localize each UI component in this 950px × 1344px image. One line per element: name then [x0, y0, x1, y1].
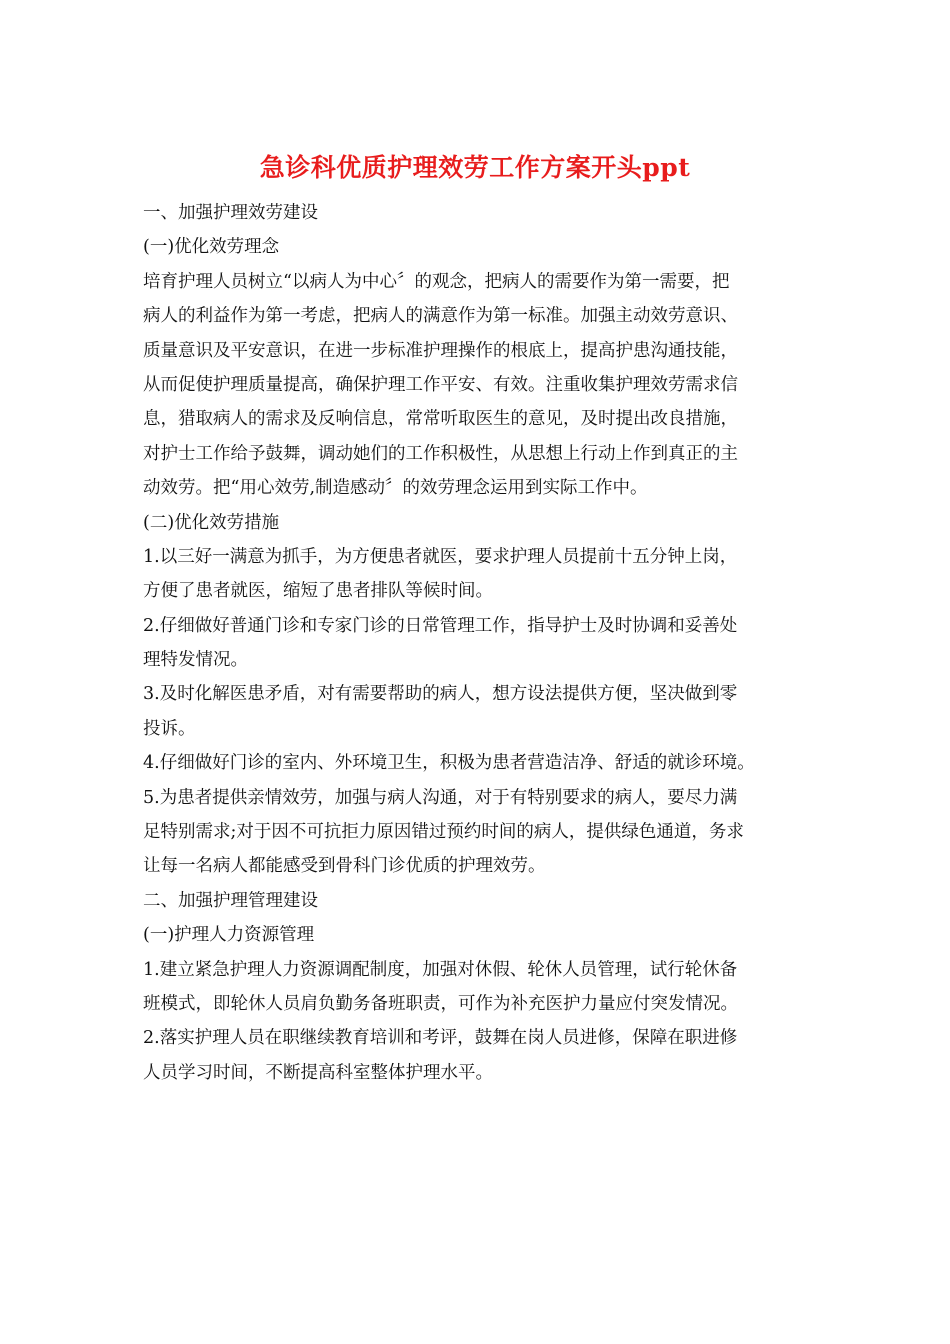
- subsection-heading: (二)优化效劳措施: [143, 512, 280, 533]
- paragraph-line: 从而促使护理质量提高，确保护理工作平安、有效。注重收集护理效劳需求信: [143, 374, 738, 395]
- list-item-line: 3.及时化解医患矛盾，对有需要帮助的病人，想方设法提供方便，坚决做到零: [143, 684, 738, 705]
- list-item-line: 4.仔细做好门诊的室内、外环境卫生，积极为患者营造洁净、舒适的就诊环境。: [143, 753, 755, 774]
- list-item-line: 人员学习时间，不断提高科室整体护理水平。: [143, 1062, 493, 1083]
- list-item-line: 理特发情况。: [143, 650, 248, 671]
- list-item-line: 1.以三好一满意为抓手，为方便患者就医，要求护理人员提前十五分钟上岗，: [143, 546, 738, 567]
- document-body: [143, 196, 823, 1090]
- paragraph-line: 病人的利益作为第一考虑，把病人的满意作为第一标准。加强主动效劳意识、: [143, 306, 738, 327]
- document-title: 急诊科优质护理效劳工作方案开头ppt: [259, 153, 691, 182]
- list-item-line: 让每一名病人都能感受到骨科门诊优质的护理效劳。: [143, 856, 546, 877]
- section-heading: 一、加强护理效劳建设: [143, 203, 318, 223]
- list-item-line: 1.建立紧急护理人力资源调配制度，加强对休假、轮休人员管理，试行轮休备: [143, 959, 738, 980]
- section-heading: 二、加强护理管理建设: [143, 890, 318, 911]
- subsection-heading: (一)护理人力资源管理: [143, 925, 315, 946]
- subsection-heading: (一)优化效劳理念: [143, 237, 280, 258]
- list-item-line: 足特别需求;对于因不可抗拒力原因错过预约时间的病人，提供绿色通道，务求: [143, 822, 744, 843]
- paragraph-line: 对护士工作给予鼓舞，调动她们的工作积极性，从思想上行动上作到真正的主: [143, 443, 738, 464]
- paragraph-line: 息，猎取病人的需求及反响信息，常常听取医生的意见，及时提出改良措施，: [143, 409, 738, 430]
- list-item-line: 5.为患者提供亲情效劳，加强与病人沟通，对于有特别要求的病人，要尽力满: [143, 787, 738, 808]
- list-item-line: 投诉。: [143, 718, 196, 739]
- list-item-line: 方便了患者就医，缩短了患者排队等候时间。: [143, 581, 493, 602]
- paragraph-line: 动效劳。把“用心效劳,制造感动〞的效劳理念运用到实际工作中。: [143, 478, 648, 499]
- paragraph-line: 培育护理人员树立“以病人为中心〞的观念，把病人的需要作为第一需要，把: [143, 271, 730, 292]
- list-item-line: 班模式，即轮休人员肩负勤务备班职责，可作为补充医护力量应付突发情况。: [143, 993, 738, 1014]
- list-item-line: 2.仔细做好普通门诊和专家门诊的日常管理工作，指导护士及时协调和妥善处: [143, 615, 738, 636]
- paragraph-line: 质量意识及平安意识，在进一步标准护理操作的根底上，提高护患沟通技能，: [143, 340, 738, 361]
- list-item-line: 2.落实护理人员在职继续教育培训和考评，鼓舞在岗人员进修，保障在职进修: [143, 1028, 738, 1049]
